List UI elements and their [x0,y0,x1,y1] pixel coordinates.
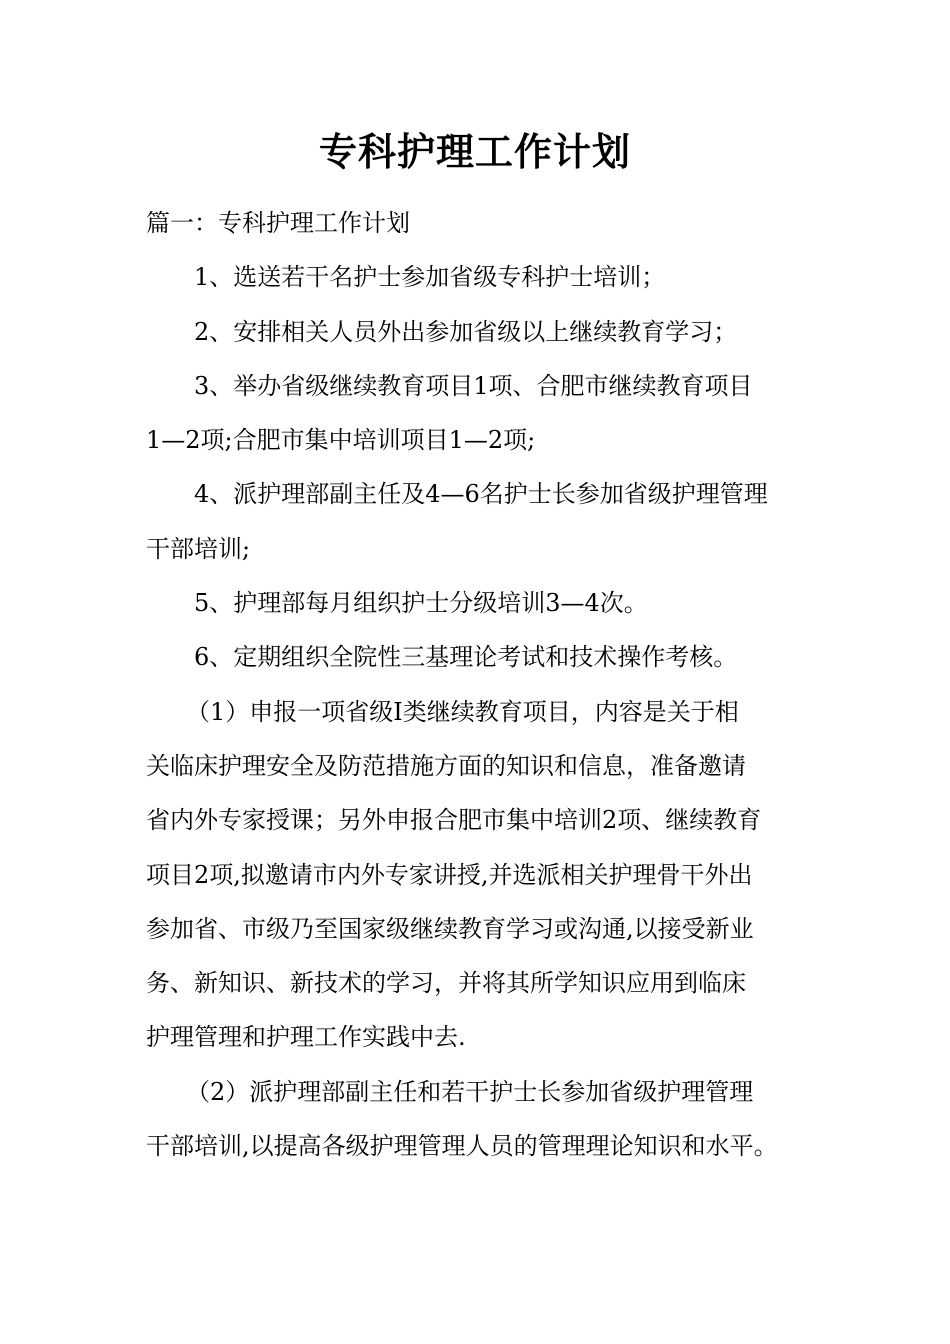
paragraph-line: 项目2项,拟邀请市内外专家讲授,并选派相关护理骨干外出 [146,860,753,889]
document-body [146,196,816,1173]
section-heading: 篇一：专科护理工作计划 [146,209,410,237]
paragraph-line: 关临床护理安全及防范措施方面的知识和信息，准备邀请 [146,751,746,780]
paragraph-line: 1—2项;合肥市集中培训项目1—2项; [146,426,536,455]
paragraph-line: 省内外专家授课；另外申报合肥市集中培训2项、继续教育 [146,806,762,835]
paragraph-line: 1、选送若干名护士参加省级专科护士培训； [194,263,666,292]
document-title: 专科护理工作计划 [318,129,631,174]
paragraph-line: 4、派护理部副主任及4—6名护士长参加省级护理管理 [194,480,768,509]
paragraph-line: （1）申报一项省级Ⅰ类继续教育项目，内容是关于相 [186,697,739,726]
paragraph-line: 5、护理部每月组织护士分级培训3—4次。 [194,589,648,618]
paragraph-line: 6、定期组织全院性三基理论考试和技术操作考核。 [194,643,738,672]
paragraph-line: 务、新知识、新技术的学习，并将其所学知识应用到临床 [146,969,746,998]
paragraph-line: 干部培训; [146,534,251,563]
paragraph-line: 2、安排相关人员外出参加省级以上继续教育学习； [194,317,738,346]
paragraph-line: 干部培训,以提高各级护理管理人员的管理理论知识和水平。 [146,1132,778,1161]
paragraph-line: 护理管理和护理工作实践中去. [146,1023,466,1052]
paragraph-line: 参加省、市级乃至国家级继续教育学习或沟通,以接受新业 [146,914,754,943]
paragraph-line: （2）派护理部副主任和若干护士长参加省级护理管理 [186,1077,754,1106]
paragraph-line: 3、举办省级继续教育项目1项、合肥市继续教育项目 [194,371,753,400]
